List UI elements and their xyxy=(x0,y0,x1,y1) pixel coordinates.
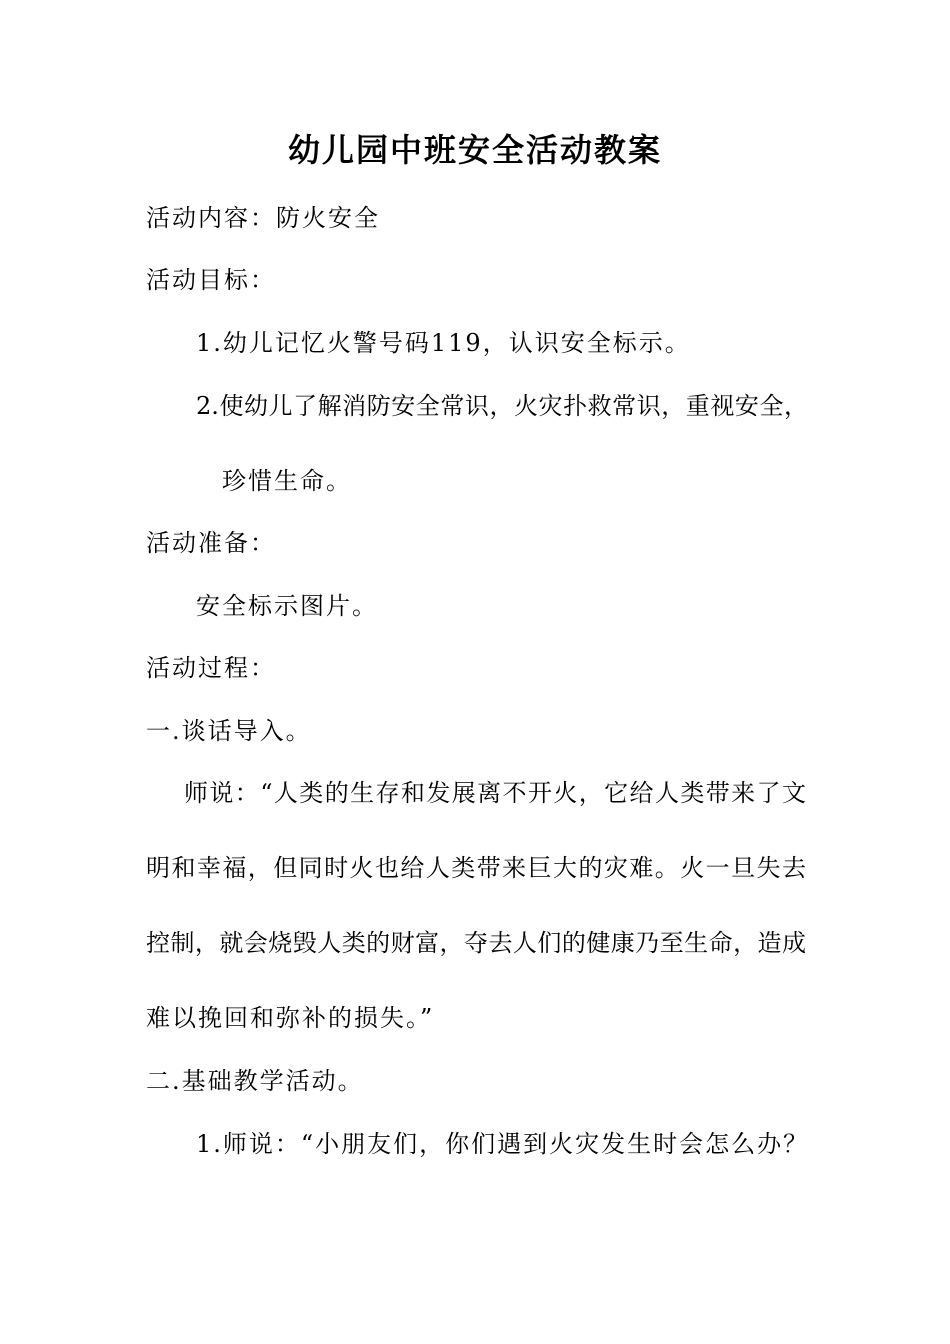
goal-item-2-line-2: 珍惜生命。 xyxy=(222,467,352,495)
goals-heading: 活动目标： xyxy=(146,266,276,294)
process-heading: 活动过程： xyxy=(146,654,276,682)
quote-line-2: 明和幸福，但同时火也给人类带来巨大的灾难。火一旦失去 xyxy=(146,854,806,882)
prep-item: 安全标示图片。 xyxy=(196,592,378,620)
quote-line-1: 师说：“人类的生存和发展离不开火，它给人类带来了文 xyxy=(184,779,806,807)
goal-item-2-line-1: 2.使幼儿了解消防安全常识，火灾扑救常识，重视安全， xyxy=(196,392,808,420)
step-item-1: 1.师说：“小朋友们，你们遇到火灾发生时会怎么办？ xyxy=(196,1130,810,1158)
section-heading-1: 一.谈话导入。 xyxy=(146,717,312,745)
prep-heading: 活动准备： xyxy=(146,529,276,557)
activity-content: 活动内容：防火安全 xyxy=(146,204,380,232)
quote-line-4: 难以挽回和弥补的损失。” xyxy=(146,1004,435,1032)
document-title: 幼儿园中班安全活动教案 xyxy=(287,131,662,169)
goal-item-1: 1.幼儿记忆火警号码119，认识安全标示。 xyxy=(196,329,691,357)
quote-line-3: 控制，就会烧毁人类的财富，夺去人们的健康乃至生命，造成 xyxy=(146,929,806,957)
section-heading-2: 二.基础教学活动。 xyxy=(146,1067,364,1095)
